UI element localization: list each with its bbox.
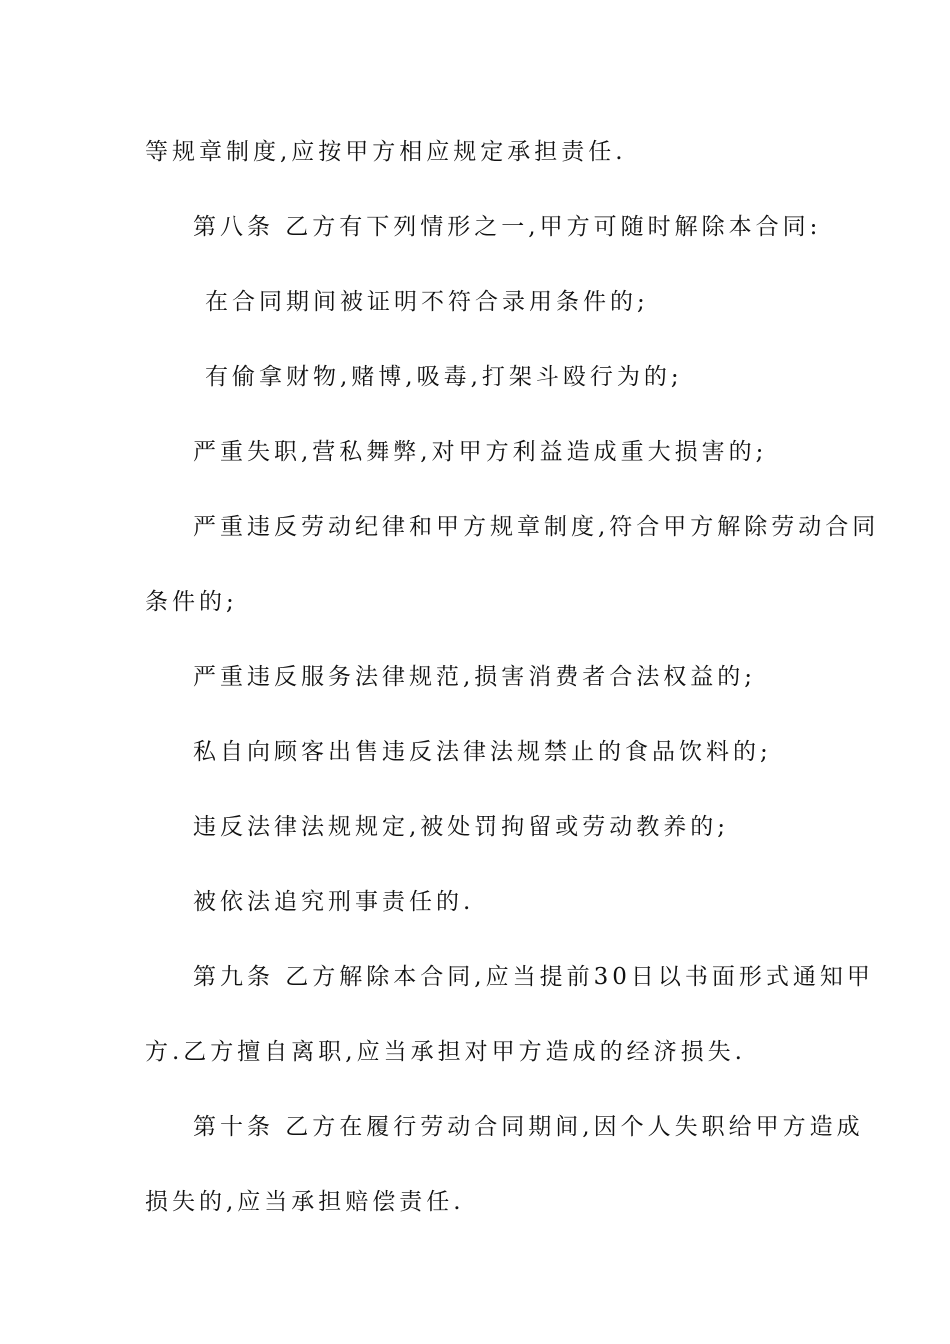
- list-item: 有偷拿财物,赌博,吸毒,打架斗殴行为的;: [205, 364, 683, 390]
- list-item: 违反法律法规规定,被处罚拘留或劳动教养的;: [193, 814, 730, 840]
- list-item: 私自向顾客出售违反法律法规禁止的食品饮料的;: [193, 739, 772, 765]
- list-item: 严重违反服务法律规范,损害消费者合法权益的;: [193, 664, 757, 690]
- article-9-paragraph: 第九条 乙方解除本合同,应当提前30日以书面形式通知甲: [193, 964, 874, 990]
- article-9-continuation: 方.乙方擅自离职,应当承担对甲方造成的经济损失.: [145, 1039, 746, 1065]
- article-10-paragraph: 第十条 乙方在履行劳动合同期间,因个人失职给甲方造成: [193, 1114, 864, 1140]
- list-item: 严重违反劳动纪律和甲方规章制度,符合甲方解除劳动合同: [193, 514, 880, 540]
- list-item: 在合同期间被证明不符合录用条件的;: [205, 289, 649, 315]
- article-8-heading: 第八条 乙方有下列情形之一,甲方可随时解除本合同:: [193, 214, 822, 240]
- paragraph-line: 等规章制度,应按甲方相应规定承担责任.: [145, 139, 627, 165]
- list-item: 严重失职,营私舞弊,对甲方利益造成重大损害的;: [193, 439, 768, 465]
- list-item: 被依法追究刑事责任的.: [193, 889, 475, 915]
- article-10-continuation: 损失的,应当承担赔偿责任.: [145, 1189, 465, 1215]
- list-item-continuation: 条件的;: [145, 589, 238, 615]
